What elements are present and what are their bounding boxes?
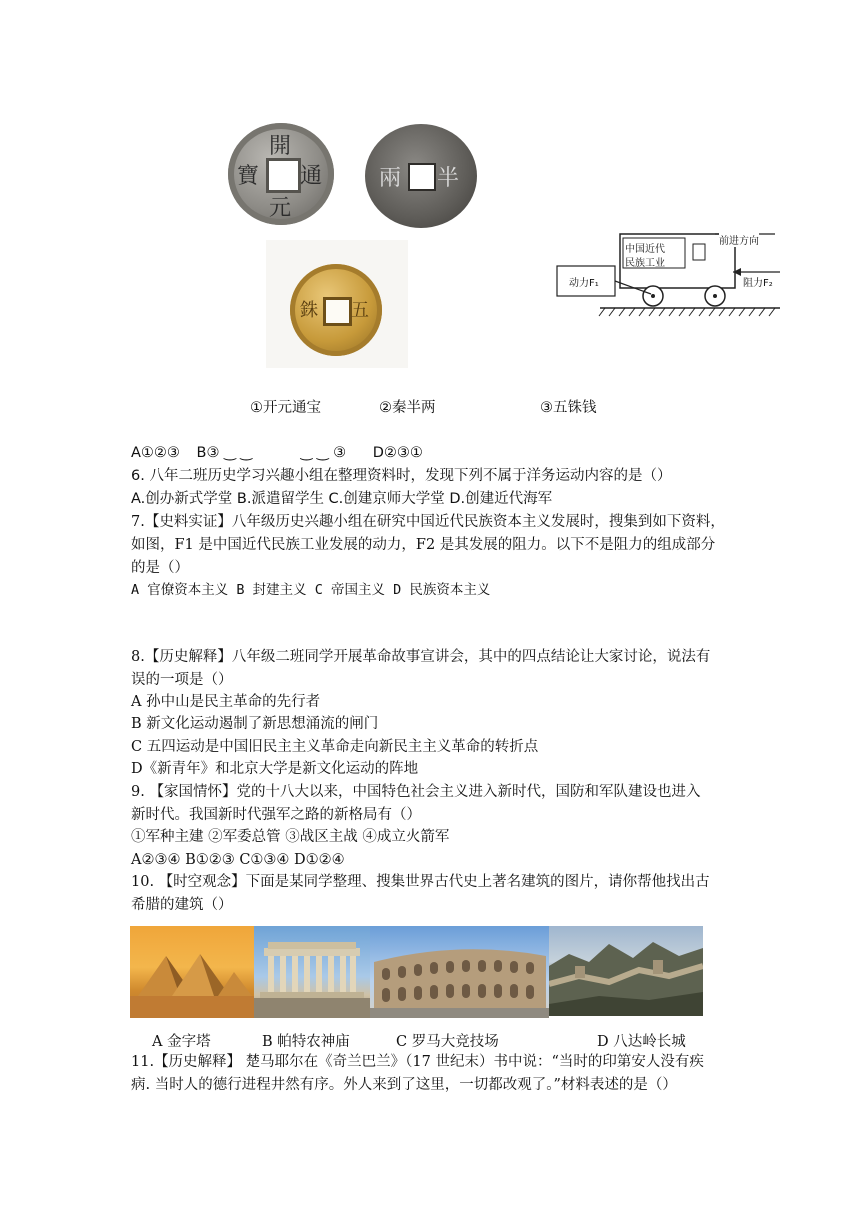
coin-glyph: 元	[269, 196, 292, 221]
q8-option-d: D《新青年》和北京大学是新文化运动的阵地	[131, 761, 419, 777]
q10-caption-d: D 八达岭长城	[597, 1034, 686, 1050]
diagram-box-text: 民族工业	[625, 258, 665, 269]
diagram-forward-label: 前进方向	[719, 232, 759, 247]
q6-stem: 6. 八年二班历史学习兴趣小组在整理资料时，发现下列不属于洋务运动内容的是（）	[131, 468, 672, 484]
q9-line1: 9. 【家国情怀】党的十八大以来，中国特色社会主义进入新时代，国防和军队建设也进入	[131, 784, 701, 800]
q5-option-a: A①②③	[131, 445, 180, 461]
q8-option-b: B 新文化运动遏制了新思想涌流的闸门	[131, 716, 379, 732]
q5-options	[131, 443, 423, 463]
q5-option-c: ‿ ‿ ③	[300, 445, 347, 461]
q7-line3: 的是（）	[131, 560, 189, 576]
q10-caption-a: A 金字塔	[152, 1034, 211, 1050]
q7-line1: 7.【史料实证】八年级历史兴趣小组在研究中国近代民族资本主义发展时，搜集到如下资料，	[131, 514, 725, 530]
pyramids-photo	[130, 926, 254, 1018]
great-wall-photo	[549, 926, 703, 1016]
q9-options: A②③④ B①②③ C①③④ D①②④	[131, 852, 345, 868]
coin-glyph: 五	[351, 300, 369, 321]
q8-option-c: C 五四运动是中国旧民主主义革命走向新民主主义革命的转折点	[131, 739, 539, 755]
coin-caption-1: ①开元通宝	[250, 400, 321, 416]
q7-line2: 如图，F1 是中国近代民族工业发展的动力，F2 是其发展的阻力。以下不是阻力的组成部分	[131, 537, 716, 553]
q10-line2: 希腊的建筑（）	[131, 897, 233, 913]
colosseum-photo	[370, 926, 549, 1018]
q5-option-b: B③ ‿ ‿	[196, 445, 253, 461]
coin-glyph: 兩	[379, 166, 402, 191]
coin-glyph: 通	[300, 164, 323, 189]
q7-options: A 官僚资本主义 B 封建主义 C 帝国主义 D 民族资本主义	[131, 582, 491, 598]
coin-glyph: 半	[437, 166, 460, 191]
diagram-force-label: 动力F₁	[569, 278, 599, 289]
q10-caption-b: B 帕特农神庙	[262, 1034, 350, 1050]
force-diagram	[555, 226, 780, 321]
q6-options: A.创办新式学堂 B.派遣留学生 C.创建京师大学堂 D.创建近代海军	[131, 491, 553, 507]
coin-caption-3: ③五铢钱	[540, 400, 597, 416]
q10-caption-c: C 罗马大竞技场	[396, 1034, 499, 1050]
coin-banliang-image	[365, 124, 477, 228]
coin-glyph: 寶	[237, 164, 260, 189]
q8-option-a: A 孙中山是民主革命的先行者	[131, 694, 321, 710]
q10-line1: 10. 【时空观念】下面是某同学整理、搜集世界古代史上著名建筑的图片，请你帮他找出古	[131, 874, 710, 890]
q11-line2: 病. 当时人的德行进程井然有序。外人来到了这里，一切都改观了。”材料表述的是（）	[131, 1077, 677, 1093]
q9-line2: 新时代。我国新时代强军之路的新格局有（）	[131, 807, 421, 823]
diagram-resistance-label: 阻力F₂	[743, 274, 773, 289]
coin-kaiyuan-image	[228, 123, 334, 225]
coin-glyph: 開	[269, 134, 292, 159]
diagram-box-text: 中国近代	[625, 244, 665, 255]
coin-wuzhu-image	[290, 264, 382, 356]
q5-option-d: D②③①	[372, 445, 423, 461]
q8-line2: 误的一项是（）	[131, 672, 233, 688]
q11-line1: 11.【历史解释】 楚马耶尔在《奇兰巴兰》（17 世纪末）书中说：“当时的印第安人没有疾	[131, 1054, 704, 1070]
coin-caption-2: ②秦半两	[379, 400, 436, 416]
q9-items: ①军种主建 ②军委总管 ③战区主战 ④成立火箭军	[131, 829, 450, 845]
q8-line1: 8.【历史解释】八年级二班同学开展革命故事宣讲会，其中的四点结论让大家讨论，说法有	[131, 649, 711, 665]
parthenon-photo	[254, 926, 370, 1018]
coin-glyph: 銖	[300, 300, 318, 321]
